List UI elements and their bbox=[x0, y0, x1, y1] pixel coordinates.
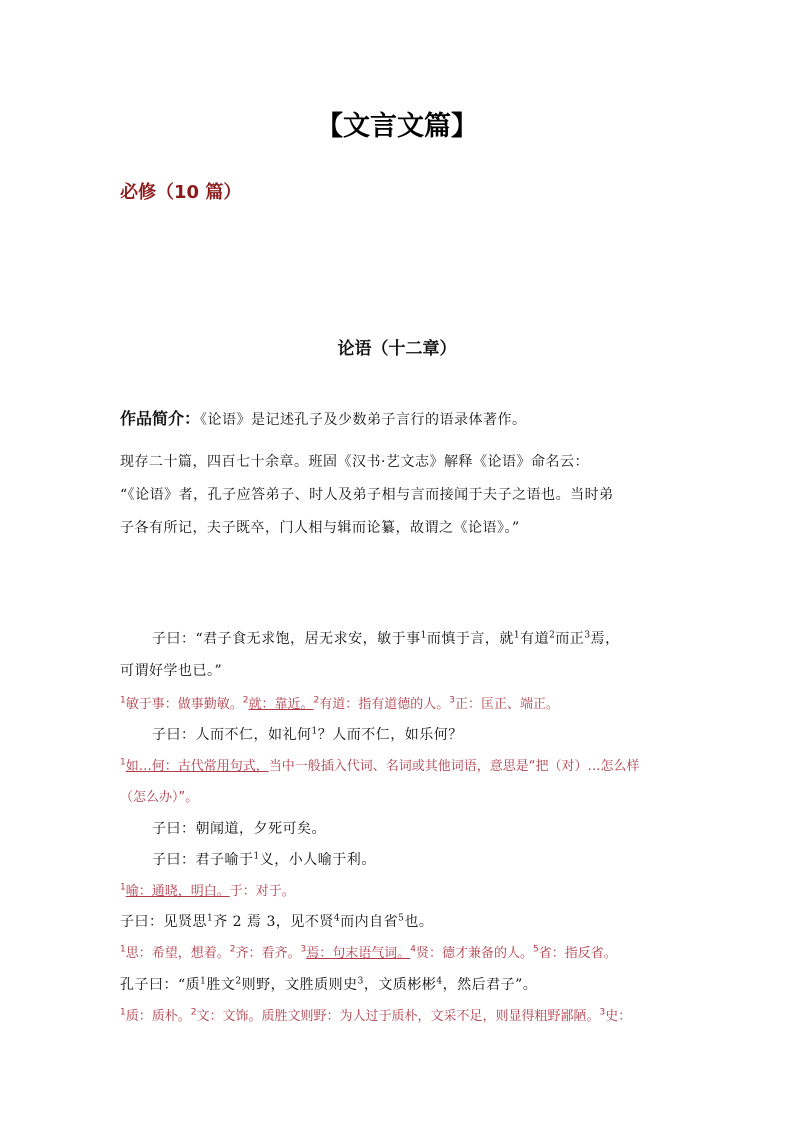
note-2 bbox=[120, 755, 640, 774]
footnote-mark: 1 bbox=[200, 976, 207, 987]
passage-text: 义，小人喻于利。 bbox=[259, 852, 376, 868]
footnote-mark: 4 bbox=[333, 913, 341, 924]
note-text: 质：质朴。 bbox=[125, 1009, 191, 1024]
passage-text: 而慎于言，就 bbox=[426, 631, 514, 647]
intro-label: 作品简介： bbox=[120, 409, 201, 428]
note-mark: 2 bbox=[229, 944, 236, 955]
note-mark: 3 bbox=[449, 695, 455, 706]
note-text: 正：匡正、端正。 bbox=[454, 697, 559, 712]
note-text: 齐：看齐。 bbox=[235, 946, 301, 961]
chapter-title: 论语（十二章） bbox=[337, 339, 457, 359]
intro-text: 《论语》是记述孔子及少数弟子言行的语录体著作。 bbox=[200, 412, 527, 428]
passage-text: 子曰：见贤思 bbox=[120, 914, 207, 930]
passage-text: 则野，文胜质则史 bbox=[241, 977, 358, 993]
intro-line-2: 现存二十篇，四百七十余章。班固《汉书·艺文志》解释《论语》命名云： bbox=[120, 454, 589, 470]
intro-line-3: “《论语》者，孔子应答弟子、时人及弟子相与言而接闻于夫子之语也。当时弟 bbox=[120, 487, 614, 503]
note-mark: 4 bbox=[410, 944, 416, 955]
passage-text: 子曰：人而不仁，如礼何 bbox=[152, 727, 312, 743]
passage-5 bbox=[120, 911, 433, 931]
page-title: 【文言文篇】 bbox=[316, 111, 478, 142]
note-text: 贤：德才兼备的人。 bbox=[415, 946, 533, 961]
footnote-mark: 2 bbox=[549, 630, 556, 641]
passage-3: 子曰：朝闻道，夕死可矣。 bbox=[152, 821, 326, 837]
passage-text: 孔子曰：“质 bbox=[120, 977, 201, 993]
passage-text: 而正 bbox=[555, 631, 585, 647]
passage-1-line-2: 可谓好学也已。” bbox=[120, 663, 223, 679]
note-mark: 5 bbox=[533, 944, 539, 955]
passage-text: 子曰：君子喻于 bbox=[152, 852, 254, 868]
passage-text: ？人而不仁，如乐何？ bbox=[317, 727, 463, 743]
footnote-mark: 4 bbox=[436, 976, 443, 987]
note-mark: 1 bbox=[120, 757, 126, 768]
note-text: 史： bbox=[605, 1009, 632, 1024]
passage-2 bbox=[152, 724, 463, 744]
passage-4 bbox=[152, 849, 376, 869]
footnote-mark: 1 bbox=[513, 630, 521, 641]
note-text: 省：指反省。 bbox=[538, 946, 617, 961]
note-mark: 2 bbox=[190, 1007, 197, 1018]
footnote-mark: 5 bbox=[398, 913, 405, 924]
footnote-mark: 3 bbox=[357, 976, 364, 987]
note-mark: 1 bbox=[120, 944, 126, 955]
passage-text: 有道 bbox=[520, 631, 550, 647]
note-1 bbox=[120, 693, 559, 712]
note-text: 如…何：古代常用句式， bbox=[125, 759, 269, 774]
note-text: 焉：句末语气词。 bbox=[306, 946, 411, 961]
footnote-mark: 1 bbox=[420, 630, 427, 641]
note-mark: 2 bbox=[242, 695, 249, 706]
section-heading: 必修（10 篇） bbox=[120, 182, 242, 203]
note-mark: 3 bbox=[599, 1007, 606, 1018]
note-text: 敏于事：做事勤敏。 bbox=[125, 697, 243, 712]
passage-text: 焉， bbox=[590, 631, 620, 647]
passage-text: ，文质彬彬 bbox=[363, 977, 437, 993]
note-mark: 3 bbox=[300, 944, 307, 955]
note-2-line-2: （怎么办）”。 bbox=[120, 790, 199, 805]
footnote-mark: 1 bbox=[253, 851, 260, 862]
note-6 bbox=[120, 1005, 631, 1024]
note-mark: 1 bbox=[120, 695, 126, 706]
passage-6 bbox=[120, 974, 537, 994]
note-4 bbox=[120, 880, 295, 899]
note-mark: 2 bbox=[313, 695, 320, 706]
passage-text: 胜文 bbox=[206, 977, 236, 993]
passage-text: ，然后君子”。 bbox=[442, 977, 538, 993]
note-5 bbox=[120, 942, 617, 961]
note-text: 思：希望，想着。 bbox=[125, 946, 230, 961]
footnote-mark: 3 bbox=[584, 630, 591, 641]
passage-text: 也。 bbox=[404, 914, 434, 930]
passage-text: 而内自省 bbox=[340, 914, 399, 930]
passage-text: 齐 2 焉 3，见不贤 bbox=[213, 914, 334, 930]
note-text: 文：文饰。质胜文则野：为人过于质朴，文采不足，则显得粗野鄙陋。 bbox=[196, 1009, 600, 1024]
passage-text: 子曰：“君子食无求饱，居无求安，敏于事 bbox=[152, 631, 421, 647]
note-mark: 1 bbox=[120, 1007, 126, 1018]
note-mark: 1 bbox=[120, 882, 126, 893]
note-text: 喻：通晓，明白。 bbox=[125, 884, 230, 899]
footnote-mark: 1 bbox=[311, 726, 318, 737]
footnote-mark: 2 bbox=[235, 976, 242, 987]
note-text: 于：对于。 bbox=[229, 884, 295, 899]
note-text: 有道：指有道德的人。 bbox=[319, 697, 450, 712]
intro-line-1 bbox=[120, 406, 527, 429]
passage-1-line-1 bbox=[152, 628, 620, 648]
note-text: 当中一般插入代词、名词或其他词语，意思是“把（对）…怎么样 bbox=[268, 759, 640, 774]
note-text: 就：靠近。 bbox=[248, 697, 314, 712]
intro-line-4: 子各有所记，夫子既卒，门人相与辑而论纂，故谓之《论语》。” bbox=[120, 520, 520, 536]
footnote-mark: 1 bbox=[207, 913, 214, 924]
